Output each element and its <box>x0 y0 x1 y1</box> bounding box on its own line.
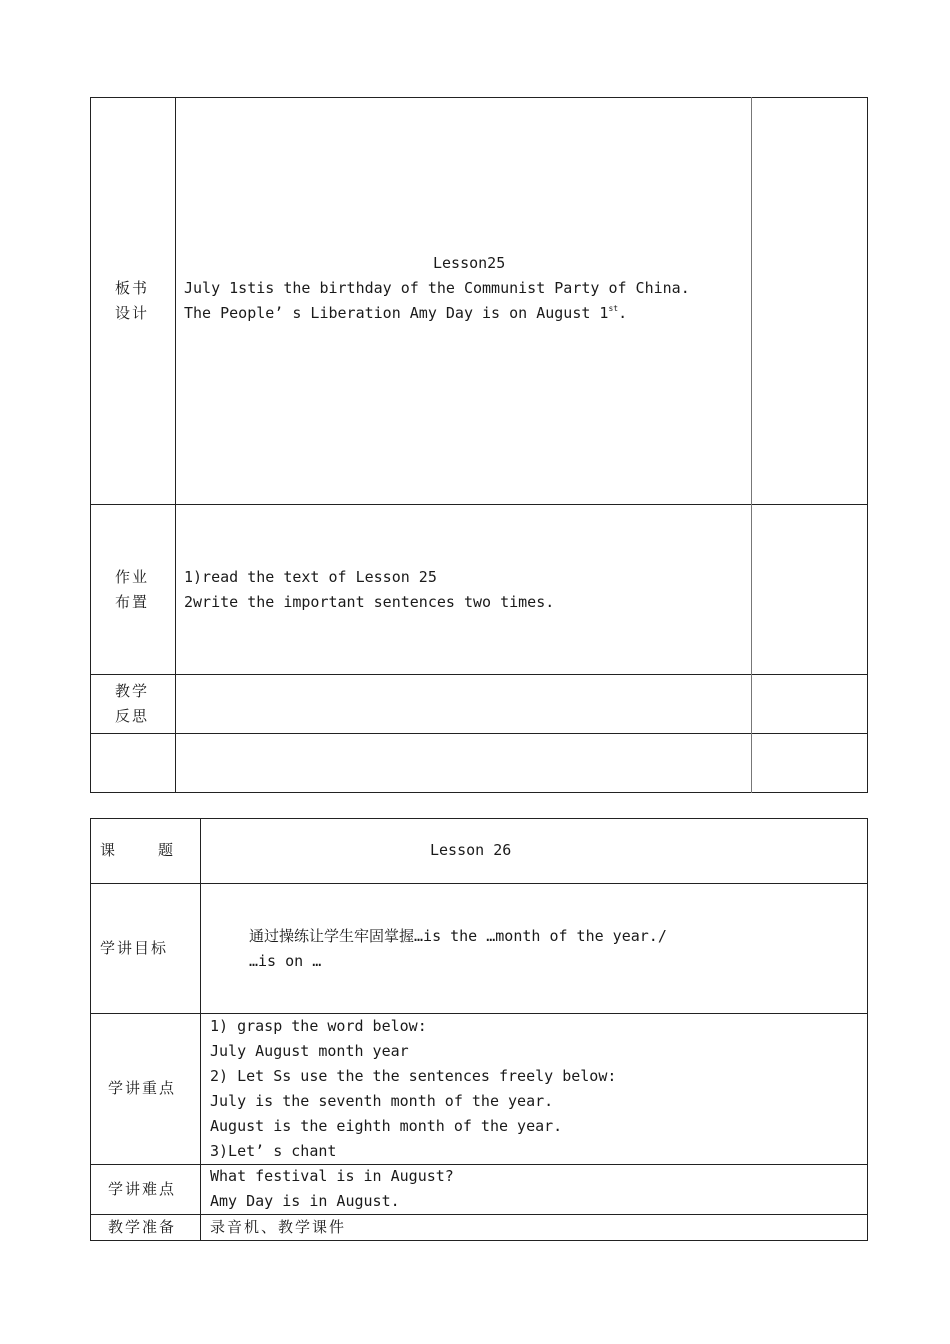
board-design-heading: Lesson25 <box>433 254 506 272</box>
table-2-col-divider <box>200 818 201 1241</box>
board-design-line-text: The People’ s Liberation Amy Day is on August 1 <box>184 304 609 322</box>
homework-line: 1)read the text of Lesson 25 <box>184 568 437 586</box>
table-2-border-left <box>90 818 91 1241</box>
key-points-label: 学讲重点 <box>108 1079 177 1097</box>
lesson-title: Lesson 26 <box>430 841 512 859</box>
table-1-col-divider <box>751 97 752 793</box>
board-design-label-line2: 设计 <box>115 304 150 322</box>
key-point-line: July is the seventh month of the year. <box>210 1092 554 1110</box>
board-design-line-end: . <box>618 304 628 322</box>
preparation-value: 录音机、教学课件 <box>210 1218 347 1236</box>
key-point-line: July August month year <box>210 1042 409 1060</box>
table-2-row-divider <box>90 1214 868 1215</box>
table-2-row-divider <box>90 883 868 884</box>
reflection-label-line2: 反思 <box>115 707 150 725</box>
table-2-border-right <box>867 818 868 1241</box>
table-1-border-right <box>867 97 868 793</box>
key-point-line: 2) Let Ss use the the sentences freely below: <box>210 1067 617 1085</box>
table-1-border-left <box>90 97 91 793</box>
preparation-label: 教学准备 <box>108 1218 177 1236</box>
objective-line: 通过操练让学生牢固掌握…is the …month of the year./ <box>249 927 667 945</box>
objective-label: 学讲目标 <box>100 939 169 957</box>
topic-label-part1: 课 <box>100 841 118 859</box>
table-2-border-bottom <box>90 1240 868 1241</box>
table-2-border-top <box>90 818 868 819</box>
homework-label-line2: 布置 <box>115 593 150 611</box>
board-design-line: July 1stis the birthday of the Communist Party of China. <box>184 279 690 297</box>
key-point-line: August is the eighth month of the year. <box>210 1117 563 1135</box>
objective-line: …is on … <box>249 952 322 970</box>
table-2-row-divider <box>90 1013 868 1014</box>
homework-label-line1: 作业 <box>115 568 150 586</box>
key-point-line: 3)Let’ s chant <box>210 1142 337 1160</box>
key-point-line: 1) grasp the word below: <box>210 1017 427 1035</box>
homework-line: 2write the important sentences two times. <box>184 593 555 611</box>
ordinal-superscript: st <box>608 304 619 313</box>
topic-label-part2: 题 <box>158 841 176 859</box>
reflection-label-line1: 教学 <box>115 682 150 700</box>
difficulty-line: Amy Day is in August. <box>210 1192 400 1210</box>
table-2-row-divider <box>90 1164 868 1165</box>
difficulty-line: What festival is in August? <box>210 1167 454 1185</box>
board-design-label-line1: 板书 <box>115 279 150 297</box>
board-design-line <box>184 301 627 326</box>
difficulties-label: 学讲难点 <box>108 1180 177 1198</box>
table-1-col-divider <box>175 97 176 793</box>
